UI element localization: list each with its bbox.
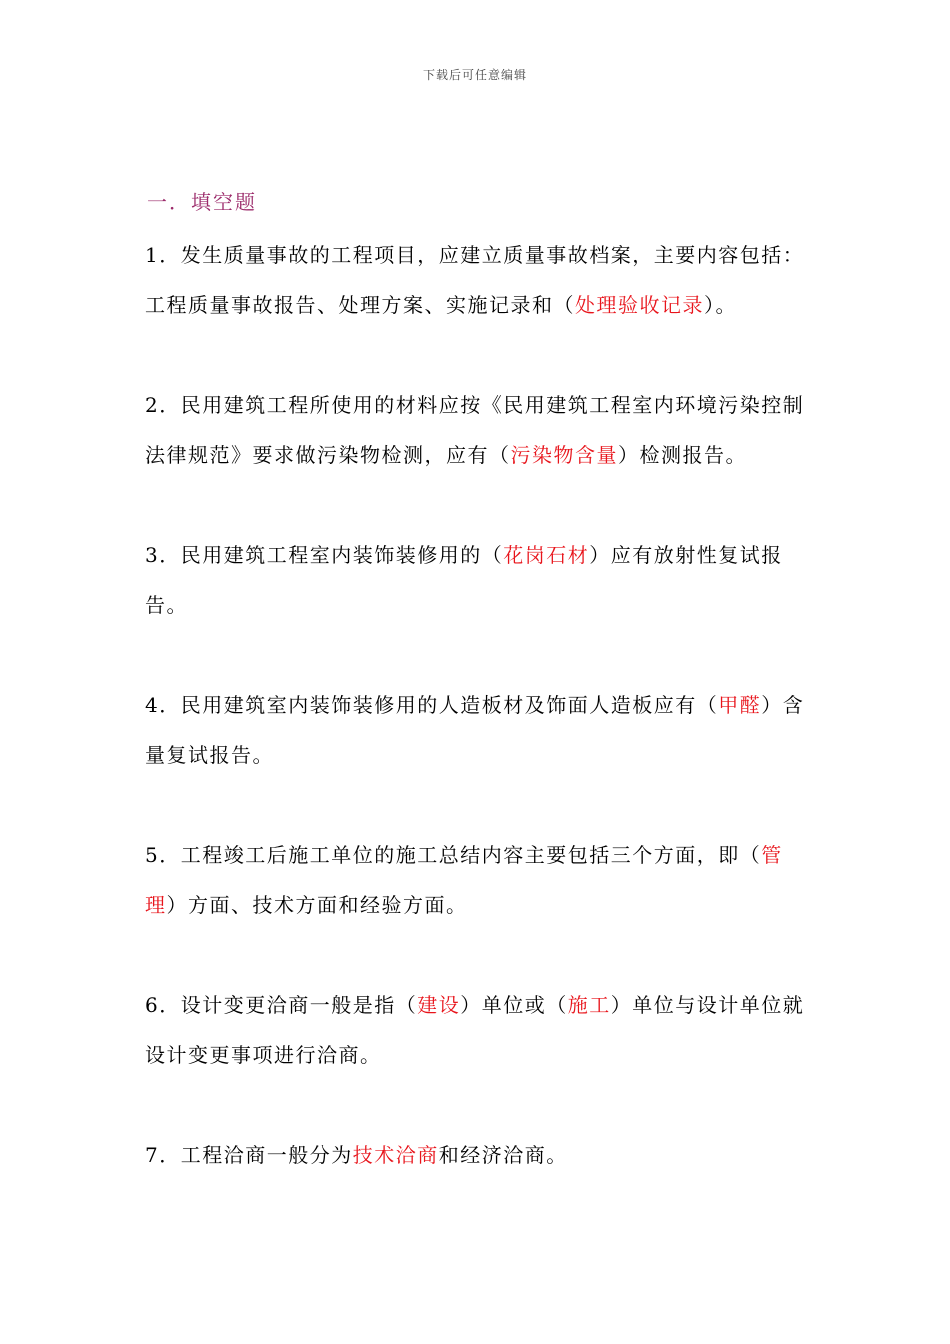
answer-text: 施工: [567, 993, 611, 1017]
question-text: 4．民用建筑室内装饰装修用的人造板材及饰面人造板应有（: [145, 693, 719, 717]
question-text: 5．工程竣工后施工单位的施工总结内容主要包括三个方面，即（: [145, 843, 762, 867]
answer-text: 花岗石材: [503, 543, 590, 567]
question-text: 和经济洽商。: [438, 1143, 568, 1167]
question-3: [145, 530, 810, 630]
question-text: ）单位与设计单位就设计变更事项进行洽商。: [145, 993, 805, 1067]
answer-text: 技术洽商: [352, 1143, 439, 1167]
question-text: ）单位或（: [460, 993, 568, 1017]
answer-text: 管理: [145, 843, 783, 917]
question-6: [145, 980, 810, 1080]
question-text: ）。: [704, 293, 737, 317]
section-title: 一．填空题: [147, 190, 257, 214]
question-text: 2．民用建筑工程所使用的材料应按《民用建筑工程室内环境污染控制法律规范》要求做污染物检测，应有（: [145, 393, 805, 467]
answer-text: 建设: [417, 993, 461, 1017]
question-4: [145, 680, 810, 780]
question-7: [145, 1130, 810, 1180]
answer-text: 污染物含量: [510, 443, 618, 467]
question-text: ）方面、技术方面和经验方面。: [166, 893, 468, 917]
question-5: [145, 830, 810, 930]
question-2: [145, 380, 810, 480]
question-text: ）检测报告。: [618, 443, 747, 467]
question-list: [145, 230, 810, 1230]
question-text: 6．设计变更洽商一般是指（: [145, 993, 418, 1017]
question-text: ）含量复试报告。: [145, 693, 805, 767]
question-1: [145, 230, 810, 330]
question-text: 1．发生质量事故的工程项目，应建立质量事故档案，主要内容包括：工程质量事故报告、处理方案、实施记录和（: [145, 243, 805, 317]
answer-text: 处理验收记录: [575, 293, 704, 317]
question-text: 3．民用建筑工程室内装饰装修用的（: [145, 543, 504, 567]
question-text: 7．工程洽商一般分为: [145, 1143, 353, 1167]
page-header: 下载后可任意编辑: [422, 68, 527, 82]
answer-text: 甲醛: [718, 693, 762, 717]
question-text: ）应有放射性复试报告。: [145, 543, 783, 617]
